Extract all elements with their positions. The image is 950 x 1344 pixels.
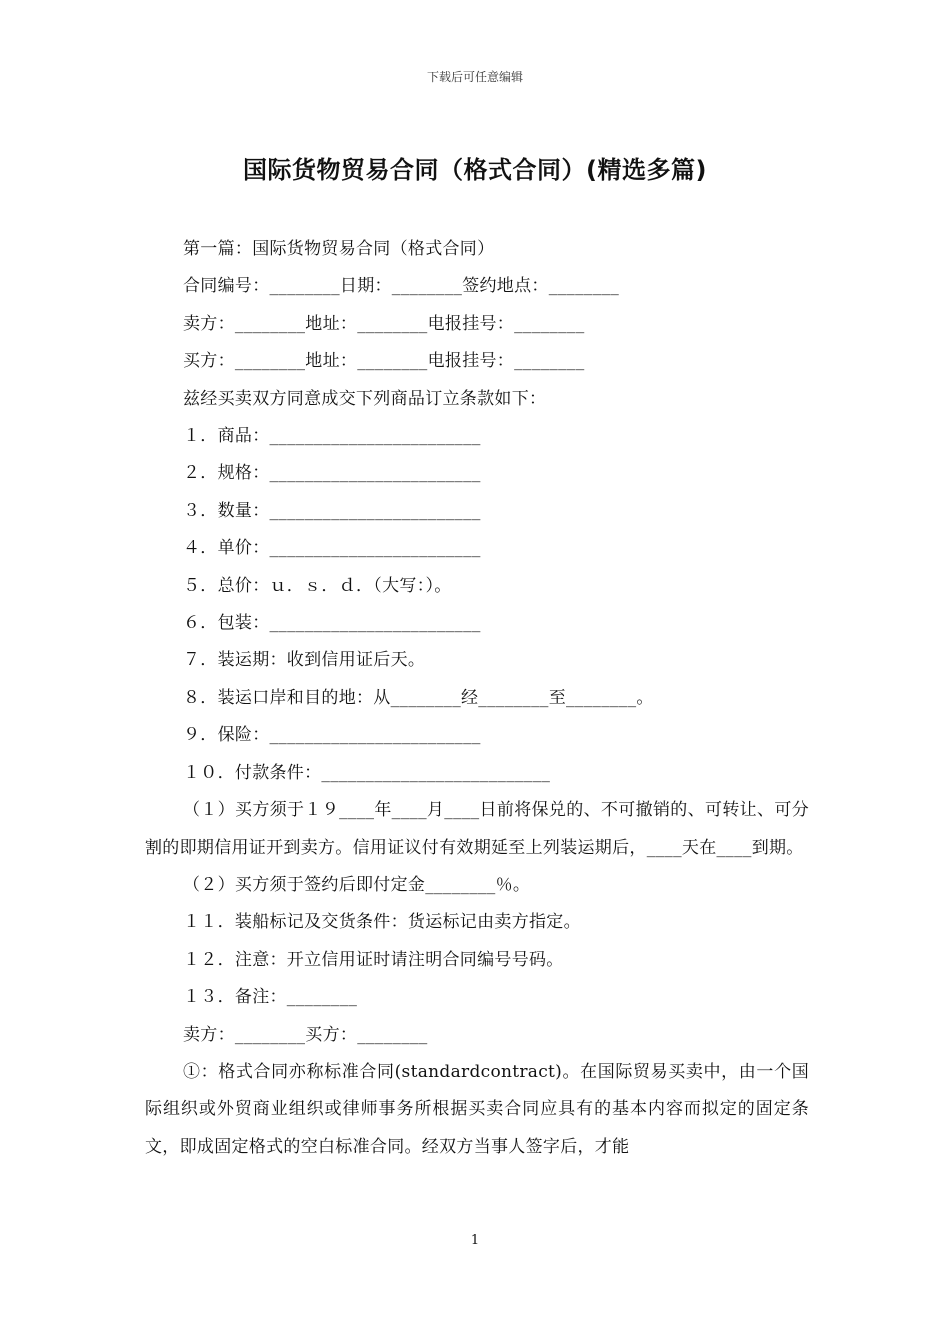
payment-paragraph-1: （１）买方须于１９____年____月____日前将保兑的、不可撤销的、可转让、可分割的即期信用证开到卖方。信用证议付有效期延至上列装运期后，____天在____到期。 <box>145 800 809 858</box>
clause-note: １２．注意：开立信用证时请注明合同编号号码。 <box>183 949 564 970</box>
clause-unit-price: ４．单价：________________________ <box>183 538 481 559</box>
clause-remarks: １３．备注：________ <box>183 987 358 1008</box>
seller-line: 卖方：________地址：________电报挂号：________ <box>183 313 585 334</box>
document-title: 国际货物贸易合同（格式合同）(精选多篇) <box>243 156 707 184</box>
document-body <box>145 231 809 1166</box>
signature-line: 卖方：________买方：________ <box>183 1024 428 1045</box>
clause-packing: ６．包装：________________________ <box>183 613 481 634</box>
clause-payment-terms: １０．付款条件：__________________________ <box>183 762 551 783</box>
clause-total-price: ５．总价：ｕ．ｓ．ｄ．（大写：）。 <box>183 575 452 596</box>
clause-commodity: １．商品：________________________ <box>183 426 481 447</box>
header-note: 下载后可任意编辑 <box>426 70 523 84</box>
section-heading: 第一篇：国际货物贸易合同（格式合同） <box>183 239 495 259</box>
clause-marks: １１．装船标记及交货条件：货运标记由卖方指定。 <box>183 912 581 933</box>
clause-shipment-time: ７．装运期：收到信用证后天。 <box>183 650 426 671</box>
clause-quantity: ３．数量：________________________ <box>183 500 481 521</box>
intro-line: 兹经买卖双方同意成交下列商品订立条款如下： <box>183 388 547 409</box>
clause-ports: ８．装运口岸和目的地：从________经________至________。 <box>183 687 654 708</box>
clause-insurance: ９．保险：________________________ <box>183 725 481 746</box>
clause-specification: ２．规格：________________________ <box>183 463 481 484</box>
payment-paragraph-2: （２）买方须于签约后即付定金________％。 <box>183 874 531 895</box>
page-number: 1 <box>470 1233 480 1248</box>
buyer-line: 买方：________地址：________电报挂号：________ <box>183 351 585 372</box>
contract-meta-line: 合同编号：________日期：________签约地点：________ <box>183 276 620 297</box>
footnote-paragraph: ①：格式合同亦称标准合同(standardcontract)。在国际贸易买卖中，由一个国际组织或外贸商业组织或律师事务所根据买卖合同应具有的基本内容而拟定的固定条文，即成固定格式的空白标准合同。经双方当事人签字后，才能 <box>145 1061 809 1157</box>
